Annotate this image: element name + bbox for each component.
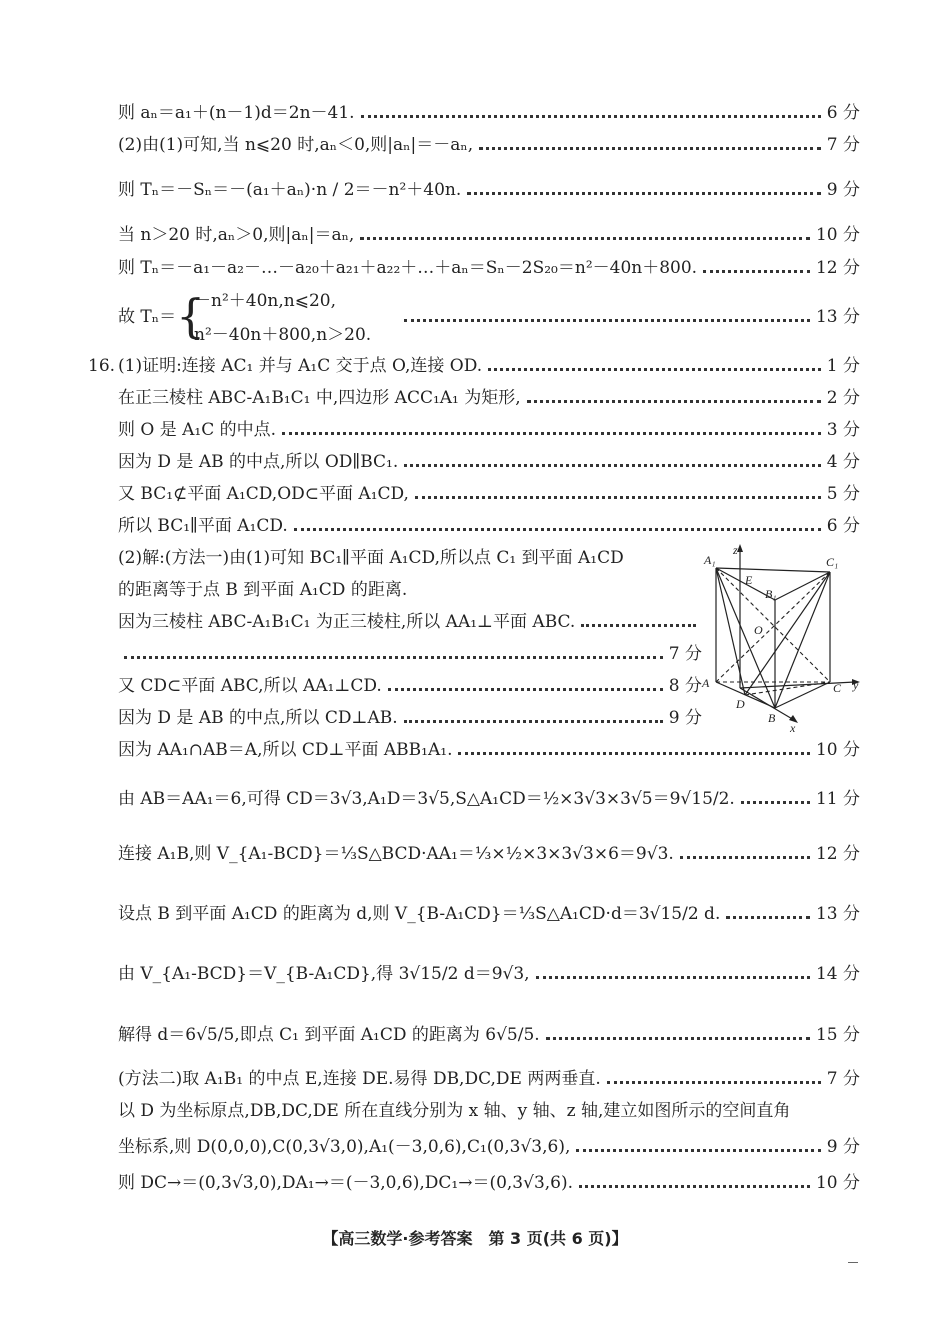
score: 13 分: [815, 307, 860, 327]
leader-dots: [282, 432, 821, 435]
score: 12 分: [815, 258, 860, 278]
leader-dots: [576, 1149, 820, 1152]
label-b1: B₁: [765, 587, 777, 601]
line-20: [118, 787, 860, 811]
line-text: 则 DC→＝(0,3√3,0),DA₁→＝(－3,0,6),DC₁→＝(0,3√3,6).: [118, 1173, 574, 1193]
score: 3 分: [826, 420, 860, 440]
leader-dots: [579, 1185, 810, 1188]
line-text: 因为三棱柱 ABC-A₁B₁C₁ 为正三棱柱,所以 AA₁⊥平面 ABC.: [118, 612, 576, 632]
label-z: z: [733, 543, 738, 557]
line-text: 又 BC₁⊄平面 A₁CD,OD⊂平面 A₁CD,: [118, 484, 409, 504]
line-text: 则 O 是 A₁C 的中点.: [118, 420, 277, 440]
line-14: 的距离等于点 B 到平面 A₁CD 的距离.: [118, 580, 408, 600]
line-text: 在正三棱柱 ABC-A₁B₁C₁ 中,四边形 ACC₁A₁ 为矩形,: [118, 388, 521, 408]
leader-dots: [680, 856, 810, 859]
line-text: 因为 AA₁∩AB＝A,所以 CD⊥平面 ABB₁A₁.: [118, 740, 453, 760]
piecewise-prefix: 故 Tₙ＝: [118, 307, 177, 327]
leader-dots: [741, 801, 810, 804]
score: 7 分: [826, 1069, 860, 1089]
leader-dots: [467, 192, 821, 195]
line-13: (2)解:(方法一)由(1)可知 BC₁∥平面 A₁CD,所以点 C₁ 到平面 A₁CD: [118, 548, 624, 568]
line-10: [118, 450, 860, 474]
line-text: 又 CD⊂平面 ABC,所以 AA₁⊥CD.: [118, 676, 382, 696]
line-3: [118, 178, 860, 202]
leader-dots: [581, 624, 696, 627]
line-text: 当 n＞20 时,aₙ＞0,则|aₙ|＝aₙ,: [118, 225, 355, 245]
label-x: x: [790, 721, 796, 734]
line-4: [118, 223, 860, 247]
line-19: [118, 738, 860, 762]
line-text: (方法二)取 A₁B₁ 的中点 E,连接 DE.易得 DB,DC,DE 两两垂直.: [118, 1069, 601, 1089]
line-text: (1)证明:连接 AC₁ 并与 A₁C 交于点 O,连接 OD.: [118, 356, 483, 376]
leader-dots: [404, 319, 810, 322]
piecewise-case-2: n²－40n＋800,n＞20.: [194, 325, 372, 345]
score: 9 分: [668, 708, 702, 728]
z-arrow: [737, 544, 743, 552]
line-26: 以 D 为坐标原点,DB,DC,DE 所在直线分别为 x 轴、y 轴、z 轴,建立如图所示的空间直角: [118, 1101, 791, 1121]
leader-dots: [458, 752, 809, 755]
label-d: D: [736, 697, 745, 711]
score: 7 分: [668, 644, 702, 664]
score: 10 分: [815, 225, 860, 245]
line-8: [118, 386, 860, 410]
line-28: [118, 1171, 860, 1195]
leader-dots: [124, 656, 663, 659]
leader-dots: [415, 496, 821, 499]
score: 15 分: [815, 1025, 860, 1045]
line-1: [118, 101, 860, 125]
line-11: [118, 482, 860, 506]
leader-dots: [703, 270, 810, 273]
leader-dots: [546, 1037, 810, 1040]
line-text: 由 V_{A₁-BCD}＝V_{B-A₁CD},得 3√15/2 d＝9√3,: [118, 964, 530, 984]
piecewise-case-1: －n²＋40n,n⩽20,: [194, 291, 336, 311]
edge-a1-c1: [716, 568, 830, 572]
line-text: 所以 BC₁∥平面 A₁CD.: [118, 516, 288, 536]
score: 6 分: [826, 516, 860, 536]
score: 10 分: [815, 740, 860, 760]
prism-figure: [700, 542, 870, 734]
label-e: E: [745, 573, 753, 587]
label-c1: C₁: [826, 555, 839, 569]
score: 6 分: [826, 103, 860, 123]
line-16: [118, 642, 702, 666]
line-22: [118, 902, 860, 926]
line-text: 因为 D 是 AB 的中点,所以 OD∥BC₁.: [118, 452, 399, 472]
line-text: 则 aₙ＝a₁＋(n－1)d＝2n－41.: [118, 103, 355, 123]
leader-dots: [360, 237, 810, 240]
line-6-score: [398, 305, 860, 329]
line-text: 则 Tₙ＝－a₁－a₂－…－a₂₀＋a₂₁＋a₂₂＋…＋aₙ＝Sₙ－2S₂₀＝n²－40n＋800.: [118, 258, 698, 278]
line-9: [118, 418, 860, 442]
line-23: [118, 962, 860, 986]
line-12: [118, 514, 860, 538]
leader-dots: [527, 400, 821, 403]
score: 1 分: [826, 356, 860, 376]
line-5: [118, 256, 860, 280]
piecewise-brace: {: [176, 289, 206, 343]
label-a: A: [702, 676, 710, 690]
leader-dots: [488, 368, 821, 371]
label-y: y: [853, 678, 859, 692]
score: 10 分: [815, 1173, 860, 1193]
line-a1-d: [716, 568, 745, 695]
label-a1: A₁: [704, 553, 716, 567]
score: 7 分: [826, 135, 860, 155]
line-21: [118, 842, 860, 866]
score: 12 分: [815, 844, 860, 864]
line-text: 则 Tₙ＝－Sₙ＝－(a₁＋aₙ)·n / 2＝－n²＋40n.: [118, 180, 462, 200]
leader-dots: [404, 720, 663, 723]
line-15: [118, 610, 702, 634]
score: 9 分: [826, 180, 860, 200]
leader-dots: [404, 464, 820, 467]
leader-dots: [607, 1081, 821, 1084]
leader-dots: [536, 976, 810, 979]
corner-mark: [848, 1262, 858, 1263]
label-b: B: [768, 711, 776, 725]
question-number: 16.: [88, 356, 116, 376]
score: 11 分: [815, 789, 860, 809]
line-text: 连接 A₁B,则 V_{A₁-BCD}＝⅓S△BCD·AA₁＝⅓×½×3×3√3×6＝9√3.: [118, 844, 674, 864]
leader-dots: [479, 147, 821, 150]
leader-dots: [726, 916, 810, 919]
line-text: (2)由(1)可知,当 n⩽20 时,aₙ＜0,则|aₙ|＝－aₙ,: [118, 135, 474, 155]
score: 4 分: [826, 452, 860, 472]
line-text: 因为 D 是 AB 的中点,所以 CD⊥AB.: [118, 708, 398, 728]
score: 13 分: [815, 904, 860, 924]
label-o: O: [754, 623, 763, 637]
leader-dots: [361, 115, 821, 118]
leader-dots: [388, 688, 663, 691]
leader-dots: [294, 528, 821, 531]
score: 9 分: [826, 1137, 860, 1157]
label-c: C: [833, 681, 842, 695]
line-text: 由 AB＝AA₁＝6,可得 CD＝3√3,A₁D＝3√5,S△A₁CD＝½×3√3×3√5＝9√15/2.: [118, 789, 735, 809]
score: 14 分: [815, 964, 860, 984]
line-2: [118, 133, 860, 157]
line-18: [118, 706, 702, 730]
page-footer: 【高三数学·参考答案 第 3 页(共 6 页)】: [322, 1229, 628, 1248]
edge-b1-c1: [775, 572, 830, 600]
line-text: 坐标系,则 D(0,0,0),C(0,3√3,0),A₁(－3,0,6),C₁(0,3√3,6),: [118, 1137, 571, 1157]
line-25: [118, 1067, 860, 1091]
line-27: [118, 1135, 860, 1159]
line-17: [118, 674, 702, 698]
score: 2 分: [826, 388, 860, 408]
line-7: [118, 354, 860, 378]
score: 5 分: [826, 484, 860, 504]
line-text: 设点 B 到平面 A₁CD 的距离为 d,则 V_{B-A₁CD}＝⅓S△A₁CD·d＝3√15/2 d.: [118, 904, 721, 924]
line-24: [118, 1023, 860, 1047]
score: 8 分: [668, 676, 702, 696]
line-text: 解得 d＝6√5/5,即点 C₁ 到平面 A₁CD 的距离为 6√5/5.: [118, 1025, 540, 1045]
